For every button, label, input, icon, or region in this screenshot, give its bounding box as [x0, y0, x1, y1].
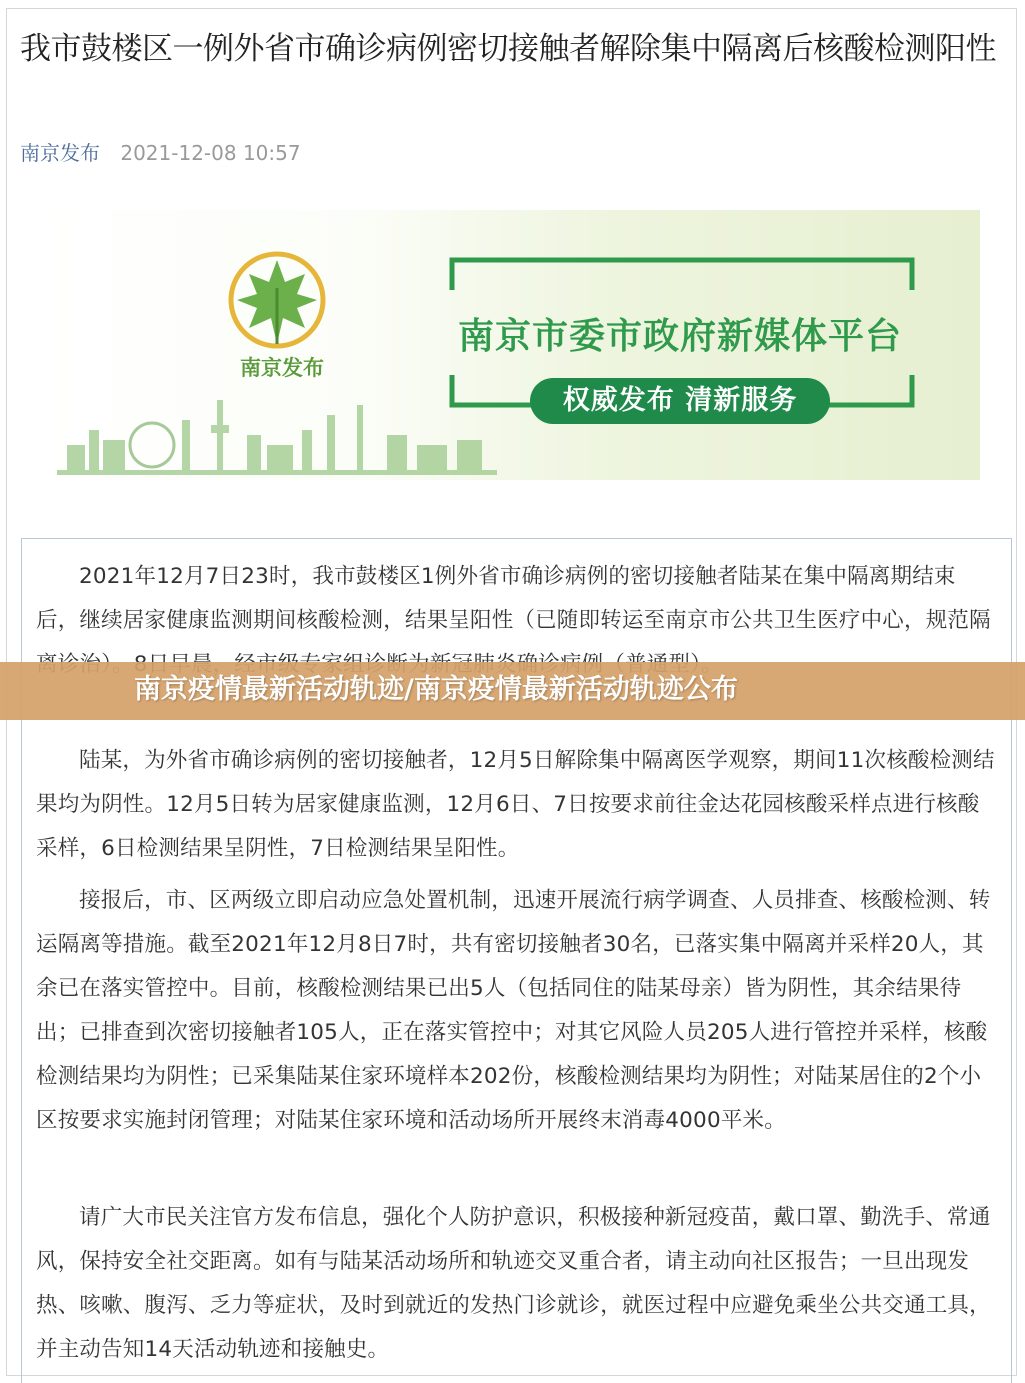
paragraph-2: 陆某，为外省市确诊病例的密切接触者，12月5日解除集中隔离医学观察，期间11次核酸检测结果均为阴性。12月5日转为居家健康监测，12月6日、7日按要求前往金达花园核酸采样点进行核酸采样，6日检测结果呈阴性，7日检测结果呈阳性。 — [36, 748, 995, 861]
banner-image — [42, 210, 980, 480]
article-title: 我市鼓楼区一例外省市确诊病例密切接触者解除集中隔离后核酸检测阳性 — [20, 31, 996, 67]
publish-time: 2021-12-08 10:57 — [120, 141, 301, 165]
banner-headline: 南京市委市政府新媒体平台 — [457, 316, 902, 357]
banner-slogan: 权威发布 清新服务 — [530, 378, 830, 424]
city-skyline-icon — [57, 390, 497, 475]
paragraph-4: 请广大市民关注官方发布信息，强化个人防护意识，积极接种新冠疫苗，戴口罩、勤洗手、常通风，保持安全社交距离。如有与陆某活动场所和轨迹交叉重合者，请主动向社区报告；一旦出现发热、咳嗽、腹泻、乏力等症状，及时到就近的发热门诊就诊，就医过程中应避免乘坐公共交通工具，并主动告知14天活动轨迹和接触史。 — [36, 1205, 991, 1362]
paragraph-1: 2021年12月7日23时，我市鼓楼区1例外省市确诊病例的密切接触者陆某在集中隔离期结束后，继续居家健康监测期间核酸检测，结果呈阳性（已随即转运至南京市公共卫生医疗中心，规范隔 — [36, 564, 991, 633]
overlay-title: 南京疫情最新活动轨迹/南京疫情最新活动轨迹公布 — [134, 674, 738, 705]
logo-text: 南京发布 — [240, 356, 324, 380]
maple-leaf-logo-icon — [217, 248, 337, 356]
caption-overlay — [0, 662, 1025, 720]
article-meta — [20, 138, 301, 168]
paragraph-3: 接报后，市、区两级立即启动应急处置机制，迅速开展流行病学调查、人员排查、核酸检测、转运隔离等措施。截至2021年12月8日7时，共有密切接触者30名，已落实集中隔离并采样20人，其余已在落实管控中。目前，核酸检测结果已出5人（包括同住的陆某母亲）皆为阴性，其余结果待出；已排查到次密切接触者105人，正在落实管控中；对其它风险人员205人进行管控并采样，核酸检测结果均为阴性；已采集陆某住家环境样本202份，核酸检测结果均为阴性；对陆某居住的2个小区按要求实施封闭管理；对陆某住家环境和活动场所开展终末消毒4000平米。 — [36, 888, 991, 1133]
source-link[interactable]: 南京发布 — [20, 141, 100, 165]
